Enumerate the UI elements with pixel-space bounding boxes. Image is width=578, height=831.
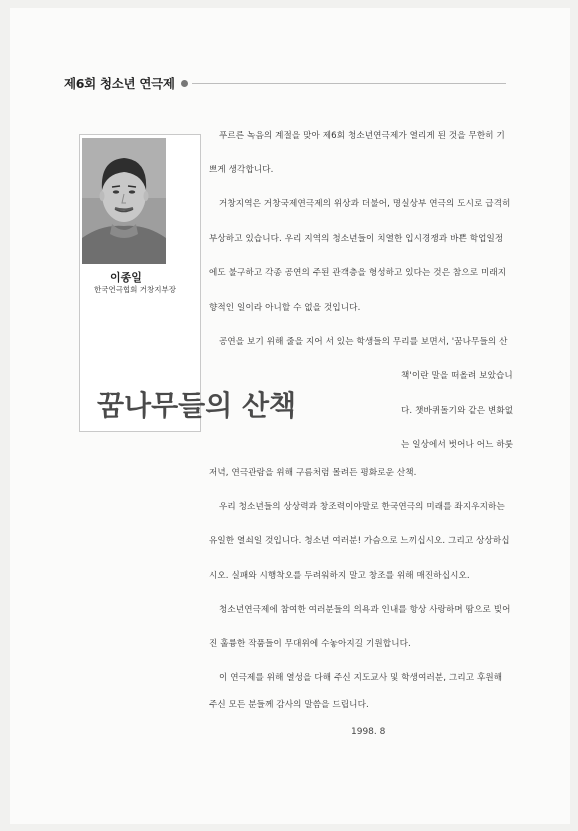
body-line: 시오. 실패와 시행착오를 두려워하지 말고 창조를 위해 매진하십시오.	[209, 571, 470, 581]
author-name: 이종일	[110, 271, 142, 284]
article-title: 꿈나무들의 산책	[97, 389, 297, 422]
author-photo	[82, 138, 166, 264]
header-bullet-dot	[181, 80, 188, 87]
portrait-image	[82, 138, 166, 264]
body-line: 에도 불구하고 각종 공연의 주된 관객층을 형성하고 있다는 것은 참으로 미래지	[209, 268, 507, 278]
body-line: 다. 챗바퀴돌기와 같은 변화없	[401, 406, 514, 416]
author-role: 한국연극협회 거창지부장	[93, 285, 177, 294]
body-line: 부상하고 있습니다. 우리 지역의 청소년들이 치열한 입시경쟁과 바쁜 학업일정	[209, 234, 504, 244]
header-rule	[192, 83, 506, 84]
body-line: 쁘게 생각합니다.	[209, 165, 274, 175]
body-line: 진 훌륭한 작품들이 무대위에 수놓아지길 기원합니다.	[209, 639, 411, 649]
page-header-title: 제6회 청소년 연극제	[64, 76, 175, 91]
body-line: 유일한 열쇠일 것입니다. 청소년 여러분! 가슴으로 느끼십시오. 그리고 상상하십	[209, 536, 510, 546]
body-line: 는 일상에서 벗어나 어느 하룻	[401, 440, 514, 450]
body-line: 저녁, 연극관람을 위해 구름처럼 몰려든 평화로운 산책.	[209, 468, 417, 478]
body-line: 책'이란 말을 떠올려 보았습니	[401, 371, 513, 381]
body-line: 우리 청소년들의 상상력과 창조력이야말로 한국연극의 미래를 좌지우지하는	[219, 502, 505, 512]
body-line: 푸르른 녹음의 계절을 맞아 제6회 청소년연극제가 열리게 된 것을 무한히 기	[219, 131, 505, 141]
body-line: 주신 모든 분들께 감사의 말씀을 드립니다.	[209, 700, 369, 710]
body-line: 이 연극제를 위해 열성을 다해 주신 지도교사 및 학생여러분, 그리고 후원해	[219, 673, 503, 683]
body-line: 향적인 일이라 아니할 수 없을 것입니다.	[209, 303, 361, 313]
body-line: 공연을 보기 위해 줄을 지어 서 있는 학생들의 무리를 보면서, '꿈나무들의 산	[219, 337, 508, 347]
body-line: 청소년연극제에 참여한 여러분들의 의욕과 인내를 항상 사랑하며 땀으로 빚어	[219, 605, 511, 615]
body-line: 거창지역은 거창국제연극제의 위상과 더불어, 명실상부 연극의 도시로 급격히	[219, 199, 511, 209]
date: 1998. 8	[351, 727, 386, 737]
